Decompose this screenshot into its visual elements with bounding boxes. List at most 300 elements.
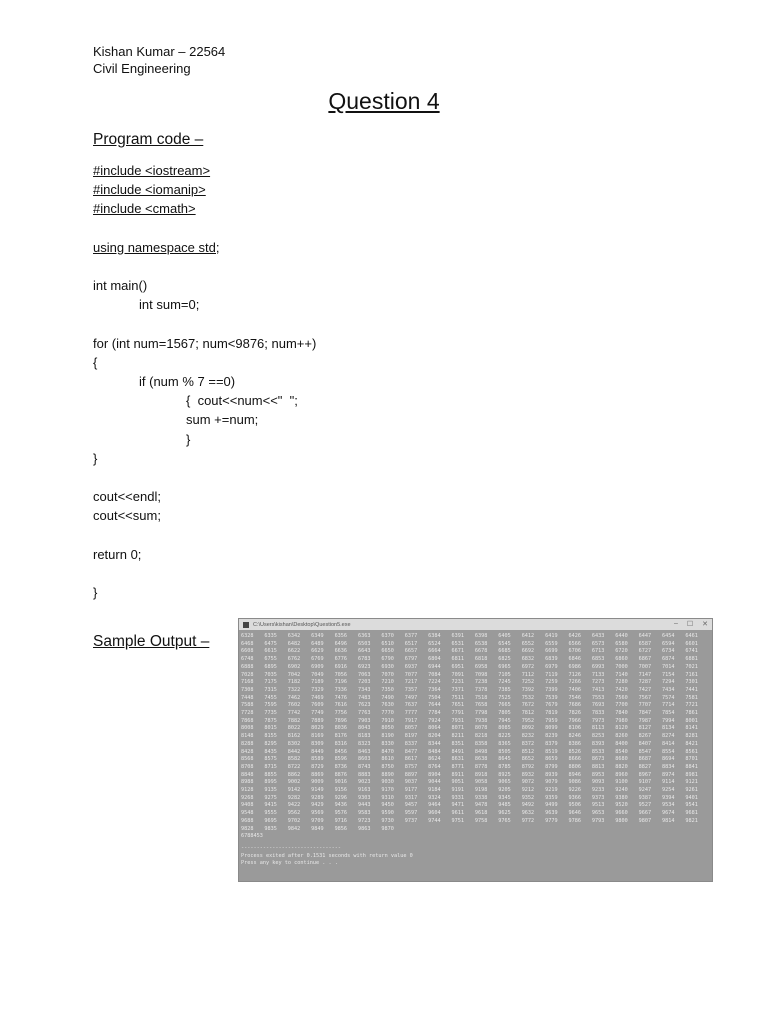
console-number: 6447 [638, 633, 652, 639]
console-number: 9793 [591, 817, 605, 824]
console-number: 7812 [521, 710, 535, 717]
console-number: 9121 [685, 779, 698, 786]
console-number: 8764 [428, 763, 441, 770]
console-number: 6818 [474, 656, 488, 663]
console-number: 7644 [428, 702, 441, 709]
console-number: 7399 [545, 686, 558, 693]
console-number: 8848 [241, 771, 254, 778]
console-number: 8134 [662, 725, 675, 732]
console-number: 9065 [498, 779, 511, 786]
console-number: 9646 [568, 810, 581, 817]
console-title: C:\Users\kishan\Desktop\Question5.exe [253, 621, 351, 628]
console-output-row [241, 826, 712, 834]
console-number: 8295 [264, 740, 277, 747]
console-number: 7350 [381, 686, 394, 693]
console-number: 9289 [311, 794, 324, 801]
console-number: 6349 [311, 633, 324, 639]
console-number: 8624 [428, 756, 441, 763]
console-number: 7595 [264, 702, 277, 709]
console-number: 7077 [404, 671, 418, 678]
code-line: } [186, 431, 191, 447]
console-number: 9030 [381, 779, 394, 786]
console-number: 8183 [357, 733, 371, 740]
console-exit-line: Process exited after 0.1531 seconds with return value 0 [241, 852, 413, 859]
console-sum-line: 6788453 [241, 833, 263, 840]
console-number: 7448 [241, 694, 254, 701]
console-number: 8393 [591, 740, 605, 747]
console-number: 8253 [591, 733, 605, 740]
console-number: 9583 [357, 810, 371, 817]
console-number: 8092 [521, 725, 535, 732]
code-line: #include <cmath> [93, 201, 196, 217]
console-number: 8841 [685, 763, 698, 770]
console-number: 9338 [474, 794, 488, 801]
console-output-row [241, 741, 712, 749]
console-number: 7910 [381, 717, 394, 724]
console-number: 7602 [287, 702, 301, 709]
console-number: 8939 [545, 771, 558, 778]
console-number: 8323 [357, 740, 371, 747]
console-number: 6860 [615, 656, 628, 663]
console-number: 9842 [287, 825, 301, 832]
console-number: 9562 [287, 810, 301, 817]
console-number: 7427 [638, 686, 652, 693]
console-output-row [241, 648, 712, 656]
console-number: 7903 [357, 717, 371, 724]
console-number: 9170 [381, 787, 394, 794]
console-number: 9135 [264, 787, 277, 794]
console-number: 7959 [545, 717, 558, 724]
console-number: 7245 [498, 679, 511, 686]
console-number: 9625 [498, 810, 511, 817]
console-number: 8946 [568, 771, 581, 778]
console-output-row [241, 756, 712, 764]
console-number: 7658 [474, 702, 488, 709]
console-number: 8456 [334, 748, 348, 755]
console-number: 7672 [521, 702, 535, 709]
console-number: 8246 [568, 733, 581, 740]
console-number: 8057 [404, 725, 418, 732]
console-number: 7413 [591, 686, 605, 693]
console-number: 7084 [428, 671, 441, 678]
console-number: 6629 [311, 648, 324, 655]
console-number: 7749 [311, 710, 324, 717]
console-number: 7728 [241, 710, 254, 717]
console-number: 8316 [334, 740, 348, 747]
console-number: 8372 [521, 740, 535, 747]
console-number: 8750 [381, 763, 394, 770]
console-output-row [241, 810, 712, 818]
console-number: 7966 [568, 717, 581, 724]
console-number: 7924 [428, 717, 441, 724]
console-number: 8617 [404, 756, 418, 763]
console-number: 7028 [241, 671, 254, 678]
console-number: 8708 [241, 763, 254, 770]
console-number: 6692 [521, 648, 535, 655]
console-number: 7014 [662, 663, 675, 670]
console-number: 7462 [287, 694, 301, 701]
console-number: 7406 [568, 686, 581, 693]
console-number: 7917 [404, 717, 418, 724]
console-number: 9422 [287, 802, 301, 809]
console-number: 9324 [428, 794, 441, 801]
console-number: 8519 [545, 748, 558, 755]
console-number: 8743 [357, 763, 371, 770]
console-number: 8827 [638, 763, 652, 770]
console-number: 8890 [381, 771, 394, 778]
console-number: 9618 [474, 810, 488, 817]
console-number: 7007 [638, 663, 652, 670]
console-number: 7133 [591, 671, 605, 678]
console-number: 8260 [615, 733, 628, 740]
console-number: 8484 [428, 748, 441, 755]
console-number: 6951 [451, 663, 465, 670]
console-number: 9191 [451, 787, 465, 794]
console-number: 9429 [311, 802, 324, 809]
console-number: 9149 [311, 787, 324, 794]
console-number: 7721 [685, 702, 698, 709]
program-code-heading: Program code – [93, 131, 204, 148]
console-number: 8736 [334, 763, 348, 770]
console-number: 8680 [615, 756, 628, 763]
sample-output-heading: Sample Output – [93, 633, 210, 650]
code-line: for (int num=1567; num<9876; num++) [93, 335, 317, 351]
console-number: 6881 [685, 656, 698, 663]
console-number: 7021 [685, 663, 698, 670]
console-number: 7889 [311, 717, 324, 724]
console-number: 6797 [404, 656, 418, 663]
console-number: 7343 [357, 686, 371, 693]
console-output-row [241, 818, 712, 826]
console-number: 7469 [311, 694, 324, 701]
console-number: 9863 [357, 825, 371, 832]
console-number: 9828 [241, 825, 254, 832]
console-number: 9079 [545, 779, 558, 786]
console-number: 6573 [591, 640, 605, 647]
console-number: 7525 [498, 694, 511, 701]
console-number: 9737 [404, 817, 418, 824]
console-number: 6867 [638, 656, 652, 663]
console-output-row [241, 641, 712, 649]
console-number: 8960 [615, 771, 628, 778]
console-number: 9016 [334, 779, 348, 786]
console-number: 9184 [428, 787, 441, 794]
console-number: 9058 [474, 779, 488, 786]
console-number: 6685 [498, 648, 511, 655]
code-line: #include <iostream> [93, 163, 211, 178]
console-number: 6594 [662, 640, 675, 647]
console-number: 8722 [287, 763, 301, 770]
console-number: 9590 [381, 810, 394, 817]
console-output-row [241, 664, 712, 672]
console-number: 8449 [311, 748, 324, 755]
console-number: 9415 [264, 802, 277, 809]
console-number: 8855 [264, 771, 277, 778]
console-app-icon [243, 622, 249, 628]
console-number: 7945 [498, 717, 511, 724]
minimize-icon: – [673, 620, 678, 627]
console-number: 7497 [404, 694, 418, 701]
console-number: 8015 [264, 725, 277, 732]
console-number: 8008 [241, 725, 254, 732]
console-number: 8701 [685, 756, 698, 763]
console-number: 6545 [498, 640, 511, 647]
console-number: 7175 [264, 679, 277, 686]
console-number: 7357 [404, 686, 418, 693]
console-number: 6468 [241, 640, 254, 647]
console-number: 9478 [474, 802, 488, 809]
console-number: 7707 [638, 702, 652, 709]
code-line: } [93, 450, 98, 466]
console-number: 7826 [568, 710, 581, 717]
console-number: 7581 [685, 694, 698, 701]
code-line [93, 468, 316, 487]
console-number: 7273 [591, 679, 605, 686]
console-number: 7098 [474, 671, 488, 678]
console-number: 8274 [662, 733, 675, 740]
console-number: 9492 [521, 802, 535, 809]
console-number: 7294 [662, 679, 675, 686]
console-number: 8001 [685, 717, 698, 724]
console-number: 7322 [287, 686, 301, 693]
console-number: 8659 [545, 756, 558, 763]
console-number: 8281 [685, 733, 698, 740]
console-number: 8071 [451, 725, 465, 732]
console-number: 9667 [638, 810, 652, 817]
console-number: 8064 [428, 725, 441, 732]
console-number: 7336 [334, 686, 348, 693]
console-output-row [241, 718, 712, 726]
console-number: 9352 [521, 794, 535, 801]
console-number: 7196 [334, 679, 348, 686]
console-number: 8974 [662, 771, 675, 778]
console-window-screenshot [238, 618, 713, 882]
console-number: 7931 [451, 717, 465, 724]
console-number: 8792 [521, 763, 535, 770]
console-number: 9142 [287, 787, 301, 794]
console-number: 6405 [498, 633, 511, 639]
console-number: 9408 [241, 802, 254, 809]
code-line [93, 219, 316, 238]
console-number: 9387 [638, 794, 652, 801]
console-number: 8400 [615, 740, 628, 747]
code-line [93, 315, 316, 334]
console-number: 9261 [685, 787, 698, 794]
console-number: 8554 [662, 748, 675, 755]
console-number: 9821 [685, 817, 698, 824]
console-number: 9723 [357, 817, 371, 824]
console-number: 7434 [662, 686, 675, 693]
console-number: 7791 [451, 710, 465, 717]
console-number: 8232 [521, 733, 535, 740]
console-number: 7532 [521, 694, 535, 701]
console-number: 9128 [241, 787, 254, 794]
console-number: 7686 [568, 702, 581, 709]
console-number: 6734 [662, 648, 675, 655]
console-number: 7714 [662, 702, 675, 709]
console-number: 6958 [474, 663, 488, 670]
console-number: 9716 [334, 817, 348, 824]
console-number: 7091 [451, 671, 465, 678]
console-number: 9751 [451, 817, 465, 824]
console-separator: -------------------------------- [241, 844, 341, 851]
console-number: 6720 [615, 648, 628, 655]
console-number: 6608 [241, 648, 254, 655]
console-number: 9765 [498, 817, 511, 824]
console-output-row [241, 672, 712, 680]
console-number: 6846 [568, 656, 581, 663]
console-number: 9100 [615, 779, 628, 786]
console-number: 8141 [685, 725, 698, 732]
console-number: 9709 [311, 817, 324, 824]
console-number: 7203 [357, 679, 371, 686]
console-number: 8820 [615, 763, 628, 770]
console-number: 8428 [241, 748, 254, 755]
program-code-block [93, 161, 316, 602]
console-number: 7049 [311, 671, 324, 678]
console-number: 6986 [568, 663, 581, 670]
console-number: 9520 [615, 802, 628, 809]
console-number: 7609 [311, 702, 324, 709]
console-number: 6454 [662, 633, 675, 639]
console-number: 6811 [451, 656, 465, 663]
console-number: 7168 [241, 679, 254, 686]
console-number: 8575 [264, 756, 277, 763]
console-number: 6391 [451, 633, 465, 639]
console-number: 8603 [357, 756, 371, 763]
console-number: 7392 [521, 686, 535, 693]
console-number: 6741 [685, 648, 698, 655]
console-number: 8365 [498, 740, 511, 747]
console-number: 9576 [334, 810, 348, 817]
console-titlebar [239, 619, 712, 630]
console-number: 8813 [591, 763, 605, 770]
console-number: 6727 [638, 648, 652, 655]
console-number: 8414 [662, 740, 675, 747]
console-number: 7476 [334, 694, 348, 701]
console-number: 8358 [474, 740, 488, 747]
console-number: 6461 [685, 633, 698, 639]
console-number: 6825 [498, 656, 511, 663]
console-number: 8155 [264, 733, 277, 740]
console-number: 8386 [568, 740, 581, 747]
console-number: 7616 [334, 702, 348, 709]
console-number: 8729 [311, 763, 324, 770]
console-number: 7217 [404, 679, 418, 686]
console-number: 8533 [591, 748, 605, 755]
console-number: 7364 [428, 686, 441, 693]
console-number: 6895 [264, 663, 277, 670]
console-number: 9023 [357, 779, 371, 786]
console-number: 9366 [568, 794, 581, 801]
console-number: 9240 [615, 787, 628, 794]
console-number: 6790 [381, 656, 394, 663]
console-number: 6538 [474, 640, 488, 647]
console-number: 7378 [474, 686, 488, 693]
console-output-row [241, 795, 712, 803]
console-number: 8547 [638, 748, 652, 755]
console-number: 8771 [451, 763, 465, 770]
console-number: 9443 [357, 802, 371, 809]
console-number: 8491 [451, 748, 465, 755]
console-number: 6356 [334, 633, 348, 639]
console-number: 6874 [662, 656, 675, 663]
console-number: 8652 [521, 756, 535, 763]
console-number: 8869 [311, 771, 324, 778]
console-output-row [241, 733, 712, 741]
console-number: 7112 [521, 671, 535, 678]
console-number: 9548 [241, 810, 254, 817]
console-number: 7847 [638, 710, 652, 717]
console-number: 7154 [662, 671, 675, 678]
console-number: 7875 [264, 717, 277, 724]
close-icon: ✕ [702, 621, 708, 628]
console-number: 8757 [404, 763, 418, 770]
console-number: 7560 [615, 694, 628, 701]
console-number: 6552 [521, 640, 535, 647]
console-number: 6342 [287, 633, 301, 639]
console-number: 6664 [428, 648, 441, 655]
console-number: 6965 [498, 663, 511, 670]
console-number: 6657 [404, 648, 418, 655]
console-output-row [241, 679, 712, 687]
console-number: 8043 [357, 725, 371, 732]
console-number: 8379 [545, 740, 558, 747]
console-number: 8596 [334, 756, 348, 763]
console-number: 9611 [451, 810, 465, 817]
console-number: 6398 [474, 633, 488, 639]
console-number: 8211 [451, 733, 465, 740]
console-number: 9205 [498, 787, 511, 794]
code-line: sum +=num; [186, 412, 259, 428]
console-number: 7455 [264, 694, 277, 701]
console-number: 7693 [591, 702, 605, 709]
code-line [93, 564, 316, 583]
console-number: 8470 [381, 748, 394, 755]
console-number: 8694 [662, 756, 675, 763]
console-number: 9254 [662, 787, 675, 794]
console-number: 6916 [334, 663, 348, 670]
console-number: 9541 [685, 802, 698, 809]
console-number: 8610 [381, 756, 394, 763]
console-number: 6930 [381, 663, 394, 670]
console-number: 9800 [615, 817, 628, 824]
console-number: 8785 [498, 763, 511, 770]
console-output-row [241, 687, 712, 695]
console-number: 9275 [264, 794, 277, 801]
console-number: 7224 [428, 679, 441, 686]
console-output-row [241, 702, 712, 710]
console-number: 6909 [311, 663, 324, 670]
department-line: Civil Engineering [93, 61, 191, 76]
console-number: 7574 [662, 694, 675, 701]
console-number: 7420 [615, 686, 628, 693]
console-number: 7441 [685, 686, 698, 693]
console-number: 7056 [334, 671, 348, 678]
console-number: 9464 [428, 802, 441, 809]
console-number: 8526 [568, 748, 581, 755]
console-number: 9506 [568, 802, 581, 809]
console-number: 7770 [381, 710, 394, 717]
console-number: 8715 [264, 763, 277, 770]
console-number: 9051 [451, 779, 465, 786]
console-number: 8498 [474, 748, 488, 755]
console-number: 8267 [638, 733, 652, 740]
console-number: 8344 [428, 740, 441, 747]
console-number: 9373 [591, 794, 605, 801]
console-number: 9639 [545, 810, 558, 817]
console-number: 7665 [498, 702, 511, 709]
